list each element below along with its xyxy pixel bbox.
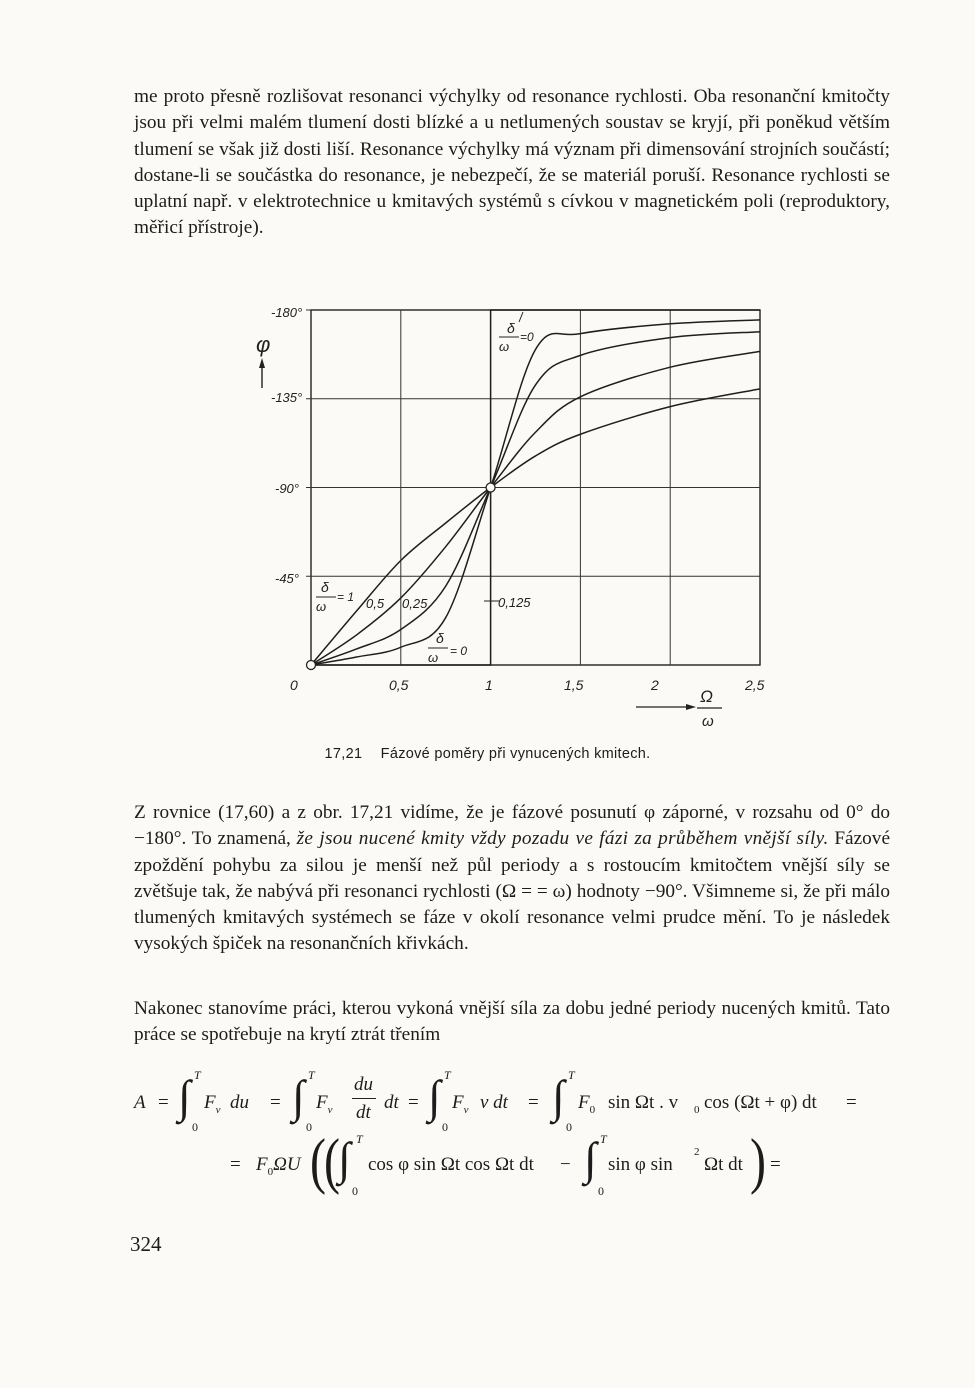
plot-frame — [311, 310, 760, 665]
page-number: 324 — [130, 1232, 162, 1256]
origin-point — [307, 661, 316, 670]
series-line-1 — [311, 351, 760, 665]
emphasis-text: že jsou nucené kmity vždy pozadu ve fázi za průběhem vnější síly. — [296, 828, 829, 850]
svg-text:δ: δ — [507, 320, 515, 336]
x-tick-label: 1 — [485, 677, 493, 693]
y-axis-arrowhead — [259, 358, 265, 368]
paragraph-3: Nakonec stanovíme práci, kterou vykoná vnější síla za dobu jedné periody nucených kmitů. Tato práce se spotřebuje na krytí ztrát třením — [134, 998, 890, 1046]
x-tick-label: 2,5 — [745, 677, 765, 693]
svg-text:= 0: = 0 — [450, 644, 468, 658]
x-tick-label: 0 — [290, 677, 298, 693]
svg-text:0,25: 0,25 — [402, 596, 428, 611]
figure-caption-text: Fázové poměry při vynucených kmitech. — [380, 746, 651, 762]
chart-grid — [306, 310, 760, 665]
series-line-4 — [311, 310, 760, 665]
y-tick-label: -180° — [271, 305, 303, 320]
x-tick-label: 0,5 — [389, 677, 409, 693]
y-axis-symbol: φ — [256, 332, 271, 357]
series-line-2 — [311, 332, 760, 665]
x-axis-label-den: ω — [702, 713, 714, 730]
series-line-3 — [311, 320, 760, 665]
svg-text:= 1: = 1 — [337, 590, 355, 604]
chart-labels — [256, 305, 765, 730]
figure-caption — [0, 746, 975, 762]
equation-line-1: A = ∫ T 0 $F_v$ du = ∫ T 0 $F_v$ du dt dt = ∫ T 0 $F_v$ v dt = ∫ T 0 $F_0$ sin Ωt . v 0 cos (Ωt + φ) dt = — [134, 1068, 857, 1134]
y-tick-label: -90° — [275, 481, 299, 496]
x-tick-label: 2 — [651, 677, 659, 693]
svg-text:ω: ω — [428, 650, 439, 665]
x-axis-arrowhead — [686, 704, 696, 710]
svg-text:=0: =0 — [520, 330, 534, 344]
svg-text:δ: δ — [321, 579, 329, 595]
equation-line-2: = $F_0\Omega U$ ( ( ∫ T 0 cos φ sin Ωt cos Ωt dt − ∫ T 0 sin φ sin 2 Ωt dt ) = — [230, 1127, 781, 1198]
svg-text:ω: ω — [499, 339, 510, 354]
y-tick-label: -135° — [271, 390, 303, 405]
x-axis-label-num: Ω — [700, 687, 713, 706]
svg-text:ω: ω — [316, 599, 327, 614]
series-line-0 — [311, 389, 760, 665]
paragraph-2: Z rovnice (17,60) a z obr. 17,21 vidíme, že je fázové posunutí φ záporné, v rozsahu od 0° do −180°. To znamená, že jsou nucené kmity vždy pozadu ve fázi za průběhem vnější síly. Fázové zpoždění pohybu za silou je menší než půl periody a s rostoucím kmitočtem vnější síly se zvětšuje tak, že nabývá při resonanci rychlosti (Ω = = ω) hodnoty −90°. Všimneme si, že při málo tlumených kmitavých systémech se fáze v okolí resonance velmi prudce mění. To je následek vysokých špiček na resonančních křivkách. — [134, 802, 891, 955]
figure-number: 17,21 — [324, 746, 363, 762]
y-tick-label: -45° — [275, 571, 299, 586]
svg-text:0,125: 0,125 — [498, 595, 531, 610]
x-tick-label: 1,5 — [564, 677, 584, 693]
chart-curves — [307, 310, 761, 670]
svg-text:0,5: 0,5 — [366, 596, 385, 611]
svg-text:δ: δ — [436, 630, 444, 646]
paragraph-1: me proto přesně rozlišovat resonanci výchylky od resonance rychlosti. Oba resonanční kmitočty jsou při velmi malém tlumení dosti blízké a u netlumených soustav se kryjí, při poněkud větším tlumení se však již dosti liší. Resonance výchylky má význam při dimensování strojních součástí; dostane-li se součástka do resonance, je nebezpečí, že se materiál poruší. Resonance rychlosti se uplatní např. v elektrotechnice u kmitavých systémů s cívkou v magnetickém poli (reproduktory, měřicí přístroje). — [134, 86, 890, 239]
resonance-point — [486, 483, 495, 492]
